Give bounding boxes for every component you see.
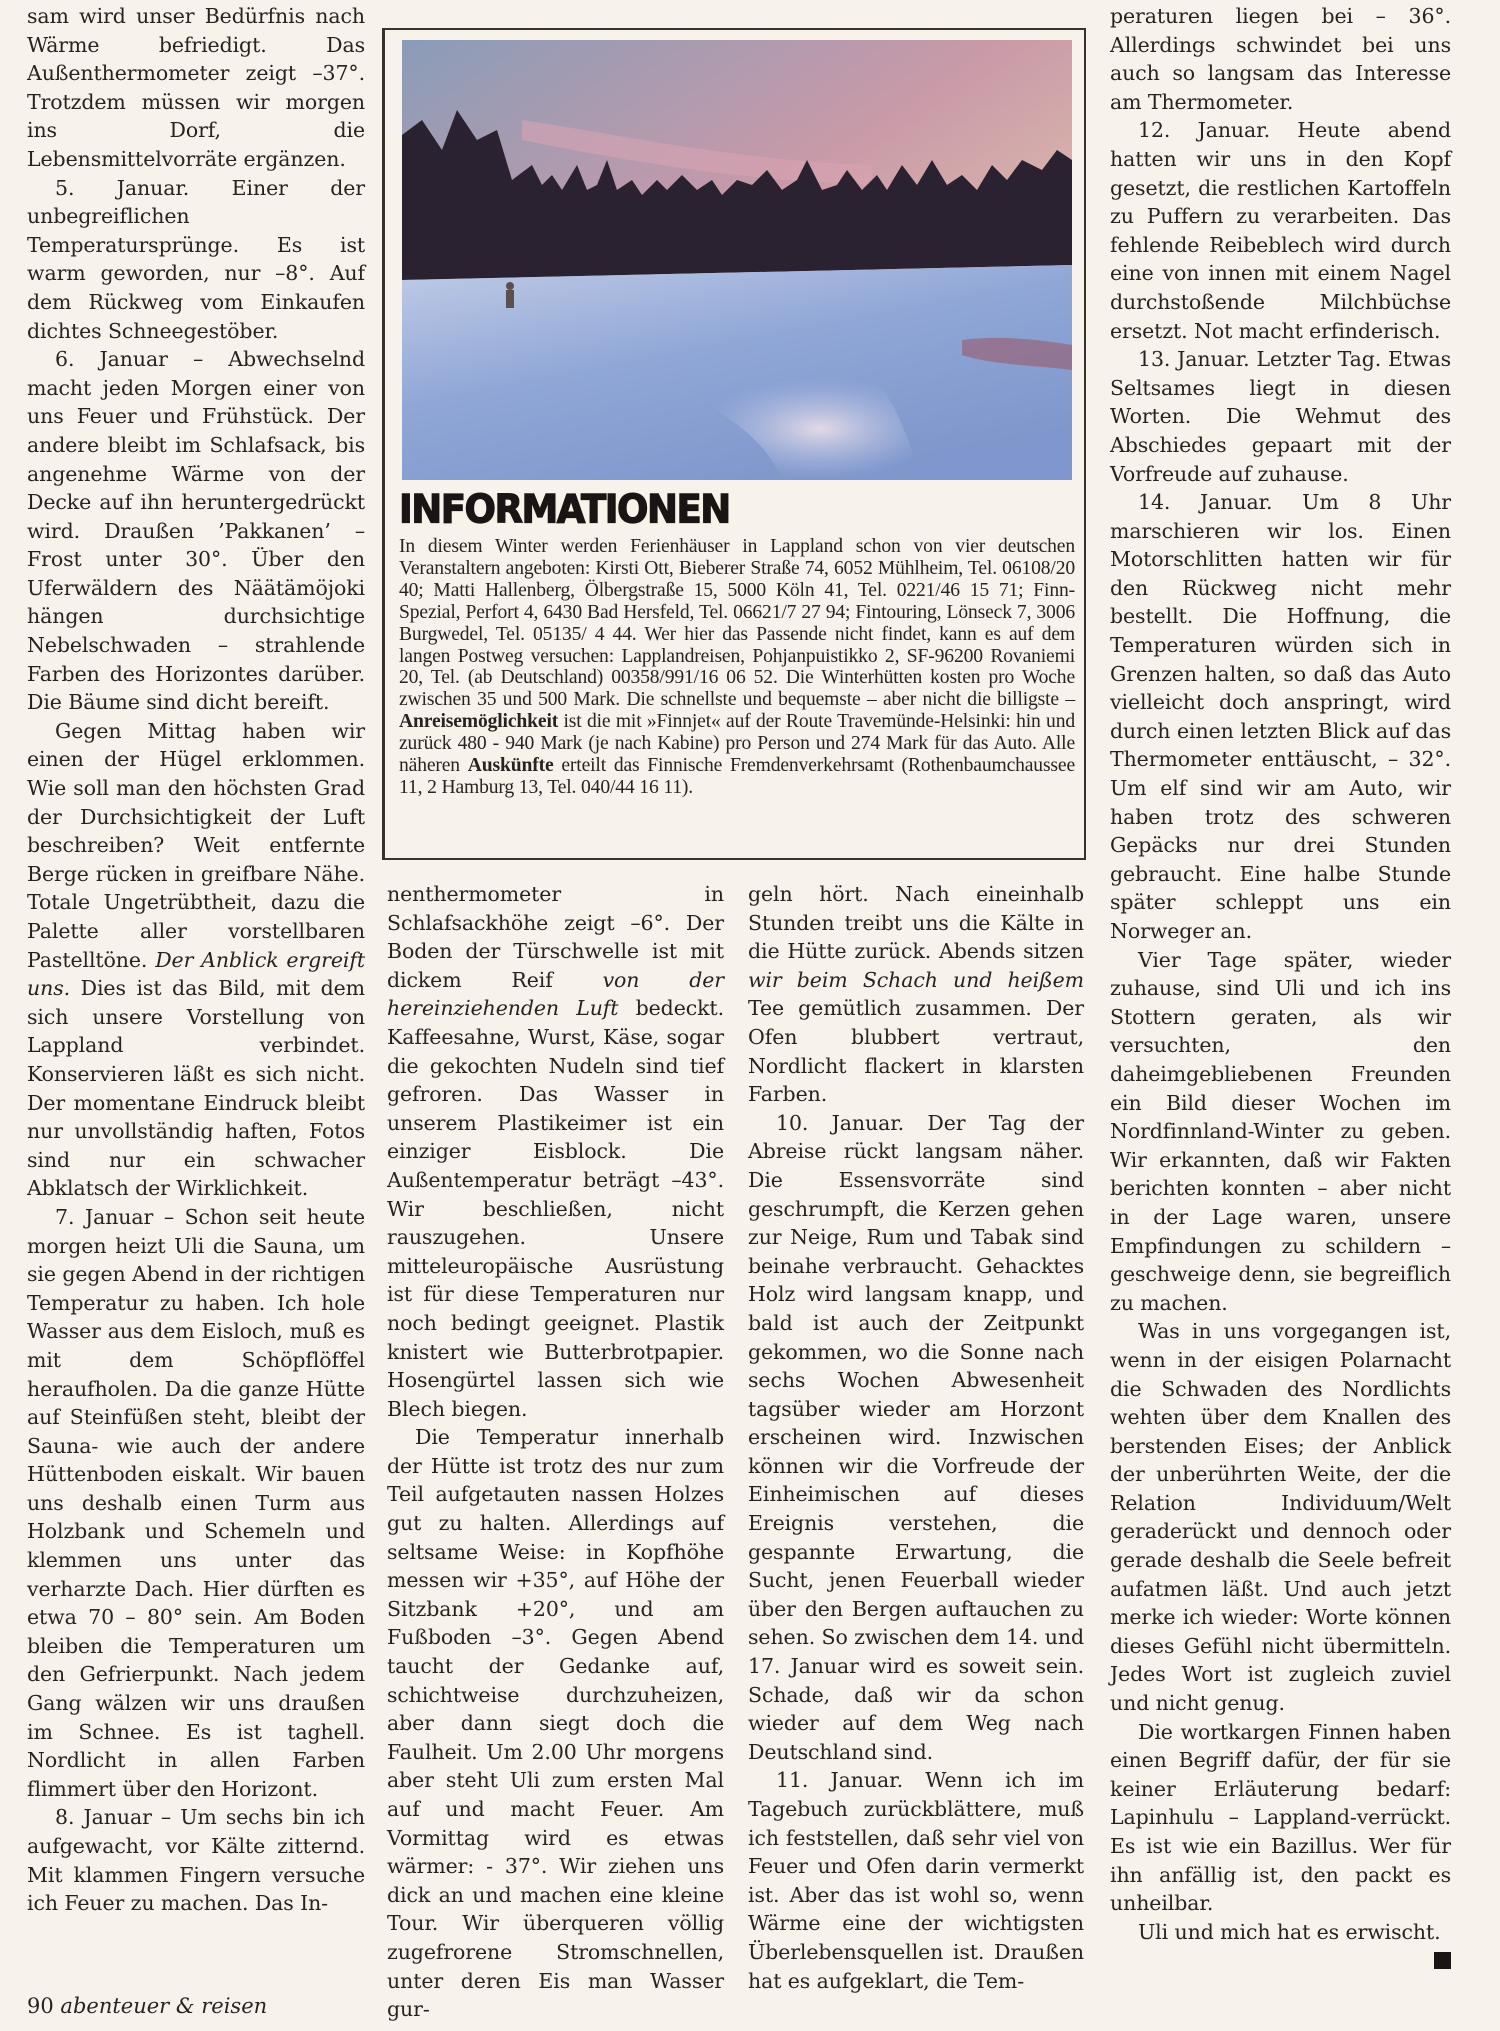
article-column-1 <box>27 2 365 1918</box>
info-keyword: Anreisemöglichkeit <box>399 711 559 733</box>
paragraph <box>748 880 1084 1109</box>
paragraph: 13. Januar. Letzter Tag. Etwas Seltsames liegt in diesen Worten. Die Wehmut des Abschiedes gepaart mit der Vorfreude auf zuhause. <box>1110 347 1451 486</box>
page-footer <box>27 1994 267 2018</box>
info-text: ist die mit »Finnjet« auf der Route Travemünde-Helsinki: hin und zurück 480 - 940 Mark (je nach Kabine) pro Person und 274 Mark für das Auto. Alle näheren <box>399 711 1075 777</box>
lapland-winter-photo <box>402 40 1072 480</box>
paragraph: 10. Januar. Der Tag der Abreise rückt langsam näher. Die Essensvorräte sind geschrumpft, die Kerzen gehen zur Neige, Rum und Tabak sind beinahe verbraucht. Gehacktes Holz wird langsam knapp, und bald ist auch der Zeitpunkt gekommen, wo die Sonne nach sechs Wochen Abwesenheit tagsüber wieder am Horzont erscheinen wird. Inzwischen können wir die Vorfreude der Einheimischen auf dieses Ereignis verstehen, die gespannte Erwartung, die Sucht, jenen Feuerball wieder über den Bergen auftauchen zu sehen. So zwischen dem 14. und 17. Januar wird es soweit sein. Schade, daß wir da schon wieder auf dem Weg nach Deutschland sind. <box>748 1110 1084 1764</box>
italic-phrase: wir beim Schach und heißem <box>748 967 1084 992</box>
paragraph: 11. Januar. Wenn ich im Tagebuch zurückblättere, muß ich feststellen, daß sehr viel von Feuer und Ofen darin vermerkt ist. Aber das ist wohl so, wenn Wärme eine der wichtigsten Überlebensquellen ist. Draußen hat es aufgeklart, die Tem- <box>748 1768 1084 1993</box>
paragraph-text: Gegen Mittag haben wir einen der Hügel erklommen. Wie soll man den höchsten Grad der Durchsichtigkeit der Luft beschreiben? Weit entfernte Berge rücken in greifbare Nähe. Totale Ungetrübtheit, dazu die Palette aller vorstellbaren Pastelltöne. <box>27 718 365 972</box>
paragraph-text: Uli und mich hat es erwischt. <box>1138 1919 1441 1944</box>
paragraph: 5. Januar. Einer der unbegreiflichen Temperatursprünge. Es ist warm geworden, nur –8°. Auf dem Rückweg vom Einkaufen dichtes Schneegestöber. <box>27 175 365 343</box>
end-of-article-mark-icon <box>1434 1952 1451 1969</box>
article-column-4 <box>1110 2 1451 1969</box>
person-figure <box>506 282 514 308</box>
paragraph-text: Tee gemütlich zusammen. Der Ofen blubbert vertraut, Nordlicht flackert in klarsten Farben. <box>748 996 1084 1107</box>
paragraph <box>27 717 365 1203</box>
paragraph: 12. Januar. Heute abend hatten wir uns in den Kopf gesetzt, die restlichen Kartoffeln zu Puffern zu verarbeiten. Das fehlende Reibeblech wird durch eine von innen mit einem Nagel durchstoßende Milchbüchse ersetzt. Not macht erfinderisch. <box>1110 118 1451 343</box>
paragraph-text: nenthermometer in Schlafsackhöhe zeigt –6°. Der Boden der Türschwelle ist mit dickem Reif <box>387 882 724 992</box>
paragraph <box>387 880 724 1423</box>
info-text: erteilt das Finnische Fremdenverkehrsamt (Rothenbaumchaussee 11, 2 Hamburg 13, Tel. 040/44 16 11). <box>399 755 1075 798</box>
info-box-title: INFORMATIONEN <box>399 486 730 533</box>
paragraph: 8. Januar – Um sechs bin ich aufgewacht, vor Kälte zitternd. Mit klammen Fingern versuche ich Feuer zu machen. Das In- <box>27 1805 365 1916</box>
info-box <box>382 28 1086 860</box>
paragraph: 6. Januar – Abwechselnd macht jeden Morgen einer von uns Feuer und Frühstück. Der andere bleibt im Schlafsack, bis angenehme Wärme von der Decke auf ihn heruntergedrückt wird. Draußen ’Pakkanen’ – Frost unter 30°. Über den Uferwäldern des Näätämöjoki hängen durchsichtige Nebelschwaden – strahlende Farben des Horizontes darüber. Die Bäume sind dicht bereift. <box>27 347 365 715</box>
paragraph: 7. Januar – Schon seit heute morgen heizt Uli die Sauna, um sie gegen Abend in der richtigen Temperatur zu haben. Ich hole Wasser aus dem Eisloch, muß es mit dem Schöpflöffel heraufholen. Da die ganze Hütte auf Steinfüßen steht, bleibt der Sauna- wie auch der andere Hüttenboden eiskalt. Wir bauen uns deshalb einen Turm aus Holzbank und Schemeln und klemmen uns unter das verharzte Dach. Hier dürften es etwa 70 – 80° sein. Am Boden bleiben die Temperaturen um den Gefrierpunkt. Nach jedem Gang wälzen wir uns draußen im Schnee. Es ist taghell. Nordlicht in allen Farben flimmert über den Horizont. <box>27 1204 365 1801</box>
article-column-3 <box>748 880 1084 1995</box>
paragraph: sam wird unser Bedürfnis nach Wärme befriedigt. Das Außenthermometer zeigt –37°. Trotzdem müssen wir morgen ins Dorf, die Lebensmittelvorräte ergänzen. <box>27 4 365 171</box>
info-text: In diesem Winter werden Ferienhäuser in Lappland schon von vier deutschen Veranstaltern angeboten: Kirsti Ott, Bieberer Straße 74, 6052 Mühlheim, Tel. 06108/20 40; Matti Hallenberg, Ölbergstraße 15, 5000 Köln 41, Tel. 0221/46 15 71; Finn-Spezial, Perfort 4, 6430 Bad Hersfeld, Tel. 06621/7 27 94; Fintouring, Lönseck 7, 3006 Burgwedel, Tel. 05135/ 4 44. Wer hier das Passende nicht findet, kann es auf dem langen Postweg versuchen: Lapplandreisen, Pohjanpuistikko 2, SF-96200 Rovaniemi 20, Tel. (ab Deutschland) 00358/991/16 06 52. Die Winterhütten kosten pro Woche zwischen 35 und 500 Mark. Die schnellste und bequemste – aber nicht die billigste – <box>399 536 1075 711</box>
italic-phrase: Der Anblick ergreift uns. <box>27 947 365 1001</box>
paragraph: Vier Tage später, wieder zuhause, sind Uli und ich ins Stottern geraten, als wir versuchten, den daheimgebliebenen Freunden ein Bild dieser Wochen im Nordfinnland-Winter zu geben. Wir erkannten, daß wir Fakten berichten konnten – aber nicht in der Lage waren, unsere Empfindungen zu schildern – geschweige denn, sie begreiflich zu machen. <box>1110 947 1451 1315</box>
publication-name: abenteuer & reisen <box>60 1994 268 2018</box>
paragraph-text: Dies ist das Bild, mit dem sich unsere Vorstellung von Lappland verbindet. Konservieren läßt es sich nicht. Der momentane Eindruck bleibt nur unvollständig haften, Fotos sind nur ein schwacher Abklatsch der Wirklichkeit. <box>27 976 365 1201</box>
info-keyword: Auskünfte <box>467 755 554 777</box>
paragraph <box>1110 1918 1451 1947</box>
paragraph: Die Temperatur innerhalb der Hütte ist trotz des nur zum Teil aufgetauten nassen Holzes gut zu halten. Allerdings auf seltsame Weise: in Kopfhöhe messen wir +35°, auf Höhe der Sitzbank +20°, und am Fußboden –3°. Gegen Abend taucht der Gedanke auf, schichtweise durchzuheizen, aber dann siegt doch die Faulheit. Um 2.00 Uhr morgens aber steht Uli zum ersten Mal auf und macht Feuer. Am Vormittag wird es etwas wärmer: - 37°. Wir ziehen uns dick an und machen eine kleine Tour. Wir überqueren völlig zugefrorene Stromschnellen, unter deren Eis man Wasser gur- <box>387 1425 724 2022</box>
italic-phrase: von der hereinziehenden Luft <box>387 967 724 1021</box>
photo-graphic <box>402 40 1072 480</box>
paragraph: peraturen liegen bei – 36°. Allerdings schwindet bei uns auch so langsam das Interesse am Thermometer. <box>1110 4 1451 114</box>
paragraph: 14. Januar. Um 8 Uhr marschieren wir los. Einen Motorschlitten hatten wir für den Rückweg nicht mehr bestellt. Die Hoffnung, die Temperaturen würden sich in Grenzen halten, so daß das Auto vielleicht doch anspringt, wird durch einen letzten Blick auf das Thermometer enttäuscht, – 32°. Um elf sind wir am Auto, wir haben trotz des schweren Gepäcks nur drei Stunden gebraucht. Eine halbe Stunde später schleppt uns ein Norweger an. <box>1110 490 1451 943</box>
paragraph: Was in uns vorgegangen ist, wenn in der eisigen Polarnacht die Schwaden des Nordlichts wehten über dem Knallen des berstenden Eises; der Anblick der unberührten Weite, der die Relation Individuum/Welt geraderückt und dennoch oder gerade deshalb die Seele befreit aufatmen läßt. Und auch jetzt merke ich wieder: Worte können dieses Gefühl nicht übermitteln. Jedes Wort ist zugleich zuviel und nicht genug. <box>1110 1319 1451 1716</box>
article-column-2 <box>387 880 724 2024</box>
paragraph: Die wortkargen Finnen haben einen Begriff dafür, der für sie keiner Erläuterung bedarf: Lapinhulu – Lappland-verrückt. Es ist wie ein Bazillus. Wer für ihn anfällig ist, den packt es unheilbar. <box>1110 1719 1451 1916</box>
page-number: 90 <box>27 1994 54 2018</box>
paragraph-text: bedeckt. Kaffeesahne, Wurst, Käse, sogar die gekochten Nudeln sind tief gefroren. Das Wasser in unserem Plastikeimer ist ein einziger Eisblock. Die Außentemperatur beträgt –43°. Wir beschließen, nicht rauszugehen. Unsere mitteleuropäische Ausrüstung ist für diese Temperaturen nur noch bedingt geeignet. Plastik knistert wie Butterbrotpapier. Hosengürtel lassen sich wie Blech biegen. <box>387 996 724 1421</box>
info-box-text <box>399 536 1075 799</box>
paragraph-text: geln hört. Nach eineinhalb Stunden treibt uns die Kälte in die Hütte zurück. Abends sitzen <box>748 882 1084 964</box>
